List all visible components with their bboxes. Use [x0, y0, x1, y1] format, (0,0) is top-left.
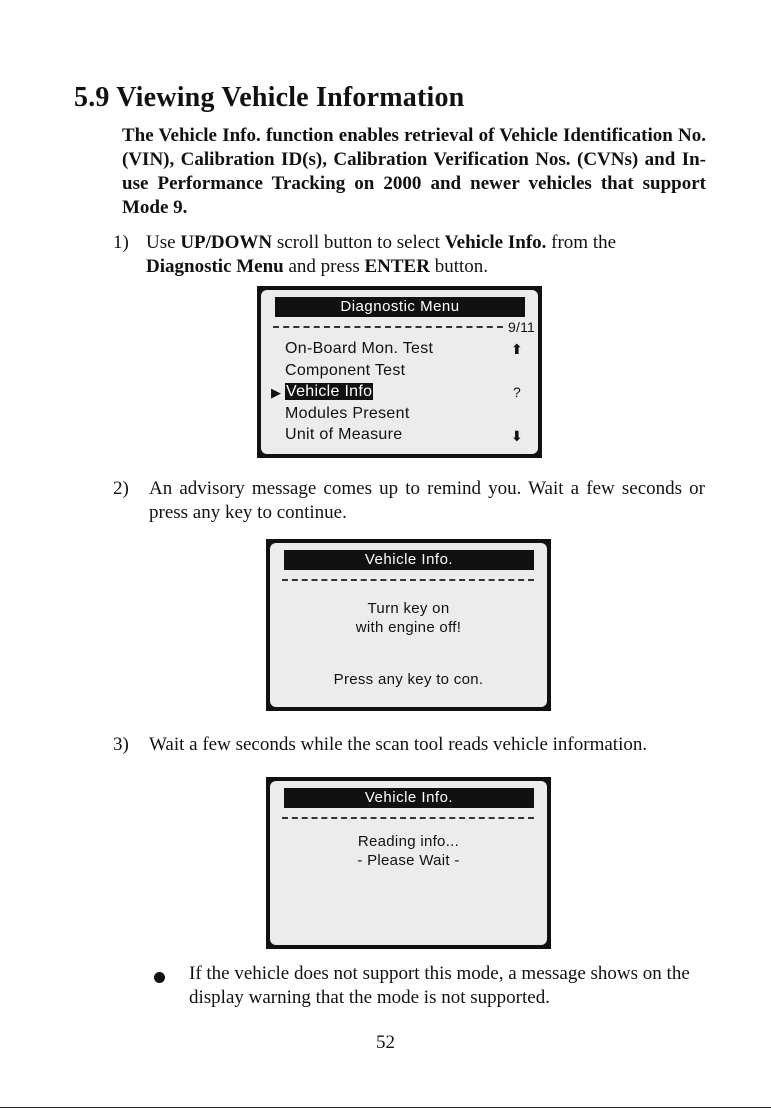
step-1-line-1	[146, 231, 616, 255]
advisory-line-1: Turn key on	[367, 600, 450, 617]
lcd-display	[270, 543, 547, 707]
selection-pointer-icon: ▶	[271, 385, 281, 400]
lcd-display	[270, 781, 547, 945]
step-2	[113, 477, 713, 525]
step-1-text: and press	[283, 256, 365, 277]
screen-advisory-message	[266, 539, 551, 711]
menu-item-unit-of-measure[interactable]: Unit of Measure	[285, 426, 403, 443]
reading-info-line-1: Reading info...	[357, 833, 460, 850]
step-1-text: from the	[546, 232, 617, 253]
bullet-text: If the vehicle does not support this mode, a message shows on the display warning that the mode is not supported.	[189, 963, 690, 1008]
step-1-text: scroll button to select	[272, 232, 445, 253]
step-3-text: Wait a few seconds while the scan tool reads vehicle information.	[149, 734, 648, 755]
step-2-text: An advisory message comes up to remind you. Wait a few seconds or press any key to continue.	[149, 478, 705, 523]
up-down-keyword: UP/DOWN	[180, 232, 273, 253]
footer-rule	[0, 1107, 771, 1108]
bullet-icon	[154, 972, 165, 983]
dashed-divider	[282, 579, 534, 581]
intro-paragraph: The Vehicle Info. function enables retrieval of Vehicle Identification No. (VIN), Calibration ID(s), Calibration Verification Nos. (CVNs) and In-use Performance Tracking on 2000 and newer vehicles that support Mode 9.	[122, 125, 706, 218]
dashed-divider	[273, 326, 503, 328]
menu-item-modules-present[interactable]: Modules Present	[285, 405, 410, 422]
menu-item-vehicle-info[interactable]	[285, 383, 373, 401]
screen-diagnostic-menu	[257, 286, 542, 458]
scroll-up-arrow-icon: ⬆	[511, 341, 523, 357]
screen-title-bar: Vehicle Info.	[284, 788, 534, 808]
vehicle-info-keyword: Vehicle Info.	[444, 232, 547, 253]
scroll-down-arrow-icon: ⬇	[511, 428, 523, 444]
screen-title-bar: Vehicle Info.	[284, 550, 534, 570]
page-counter: 9/11	[508, 319, 536, 335]
step-1-number: 1)	[113, 232, 129, 253]
selected-item-label: Vehicle Info	[286, 383, 373, 400]
menu-item-component-test[interactable]: Component Test	[285, 362, 406, 379]
step-1-line-2	[146, 255, 488, 279]
step-3	[113, 733, 733, 757]
step-2-number: 2)	[113, 478, 129, 499]
page-number: 52	[376, 1032, 395, 1053]
step-3-number: 3)	[113, 734, 129, 755]
menu-item-on-board-mon-test[interactable]: On-Board Mon. Test	[285, 340, 434, 357]
help-icon: ?	[513, 384, 521, 400]
step-1	[113, 231, 713, 279]
dashed-divider	[282, 817, 534, 819]
step-1-text: button.	[429, 256, 489, 277]
screen-title-bar: Diagnostic Menu	[275, 297, 525, 317]
enter-keyword: ENTER	[364, 256, 430, 277]
reading-info-line-2: - Please Wait -	[357, 852, 460, 869]
advisory-line-2: with engine off!	[355, 619, 462, 636]
advisory-line-3: Press any key to con.	[333, 671, 484, 688]
section-heading: 5.9 Viewing Vehicle Information	[74, 82, 465, 113]
lcd-display	[261, 290, 538, 454]
screen-reading-info	[266, 777, 551, 949]
step-1-text: Use	[146, 232, 181, 253]
diagnostic-menu-keyword: Diagnostic Menu	[146, 256, 284, 277]
